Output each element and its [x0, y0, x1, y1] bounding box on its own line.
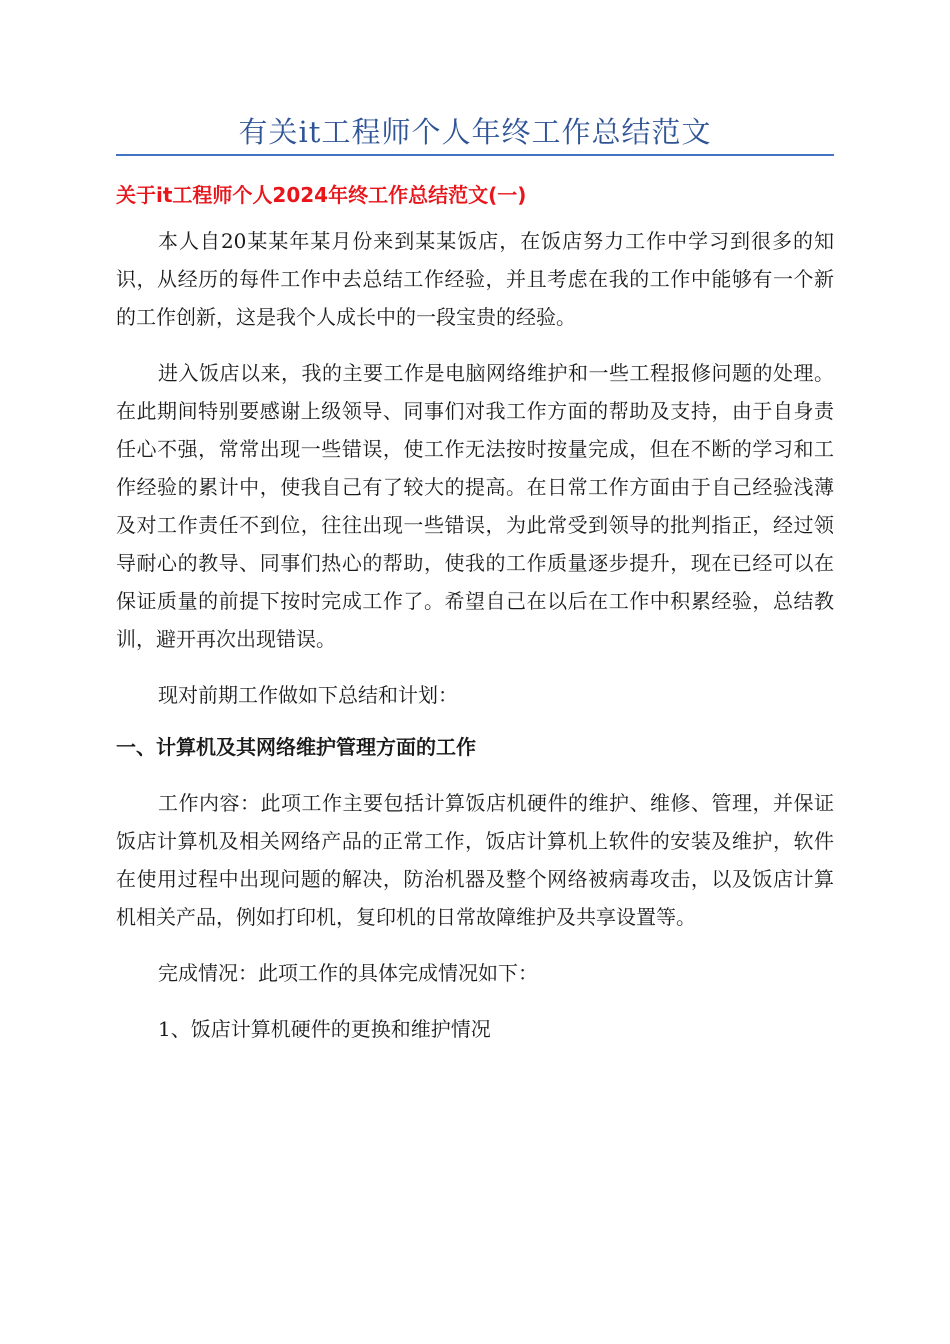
paragraph-work-content: 工作内容：此项工作主要包括计算饭店机硬件的维护、维修、管理，并保证饭店计算机及相关网络产品的正常工作，饭店计算机上软件的安装及维护，软件在使用过程中出现问题的解决，防治机器及整个网络被病毒攻击，以及饭店计算机相关产品，例如打印机，复印机的日常故障维护及共享设置等。 — [116, 791, 834, 929]
paragraph-intro-1: 本人自20某某年某月份来到某某饭店，在饭店努力工作中学习到很多的知识，从经历的每件工作中去总结工作经验，并且考虑在我的工作中能够有一个新的工作创新，这是我个人成长中的一段宝贵的经验。 — [116, 229, 834, 329]
subheading-network-maintenance: 一、计算机及其网络维护管理方面的工作 — [116, 735, 476, 759]
title-underline — [116, 154, 834, 156]
paragraph-intro-3: 现对前期工作做如下总结和计划： — [158, 683, 458, 707]
paragraph-intro-2: 进入饭店以来，我的主要工作是电脑网络维护和一些工程报修问题的处理。在此期间特别要感谢上级领导、同事们对我工作方面的帮助及支持，由于自身责任心不强，常常出现一些错误，使工作无法按时按量完成，但在不断的学习和工作经验的累计中，使我自己有了较大的提高。在日常工作方面由于自己经验浅薄及对工作责任不到位，往往出现一些错误，为此常受到领导的批判指正，经过领导耐心的教导、同事们热心的帮助，使我的工作质量逐步提升，现在已经可以在保证质量的前提下按时完成工作了。希望自己在以后在工作中积累经验，总结教训，避开再次出现错误。 — [116, 361, 834, 651]
paragraph-completion: 完成情况：此项工作的具体完成情况如下： — [158, 961, 538, 985]
document-title: 有关it工程师个人年终工作总结范文 — [238, 115, 712, 149]
section-heading: 关于it工程师个人2024年终工作总结范文(一) — [116, 183, 527, 207]
list-item-hardware: 1、饭店计算机硬件的更换和维护情况 — [158, 1017, 491, 1041]
